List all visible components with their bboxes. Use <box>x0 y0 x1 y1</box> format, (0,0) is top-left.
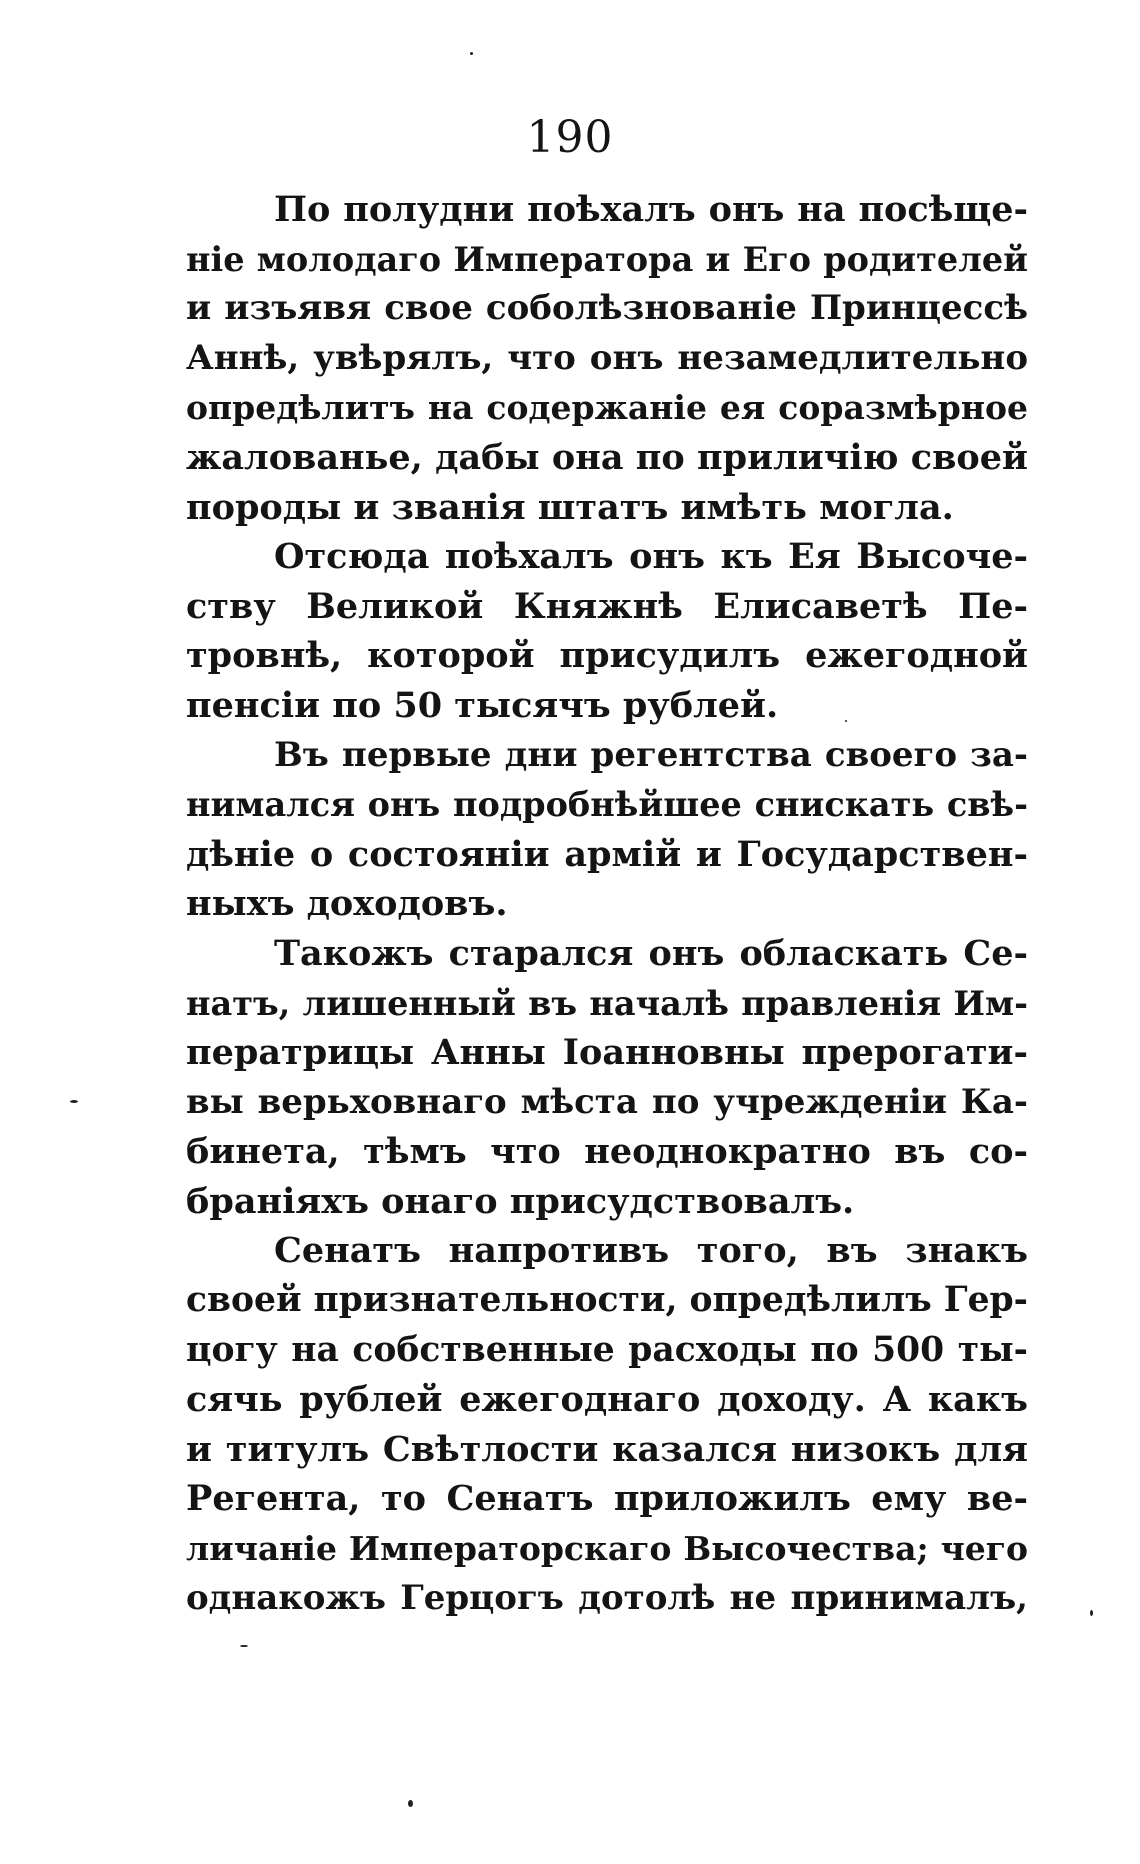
text-line: однакожъ Герцогъ дотолѣ не принималъ, <box>186 1577 1028 1618</box>
text-line: породы и званія штатъ имѣть могла. <box>186 486 954 528</box>
text-line: браніяхъ онаго присудствовалъ. <box>186 1180 855 1222</box>
text-line: личаніе Императорскаго Высочества; чего <box>186 1529 1028 1569</box>
text-line: Аннѣ, увѣрялъ, что онъ незамедлительно <box>186 337 1028 378</box>
text-line: Въ первые дни регентства своего за- <box>274 734 1028 775</box>
text-line: вы верьховнаго мѣста по учрежденіи Ка- <box>186 1081 1028 1122</box>
paragraph <box>186 731 1028 929</box>
scan-speck <box>408 1800 413 1807</box>
scan-speck <box>1090 1610 1093 1616</box>
scan-speck <box>845 720 847 722</box>
text-line: и титулъ Свѣтлости казался низокъ для <box>186 1428 1028 1470</box>
body-text <box>186 185 1028 1623</box>
text-line: натъ, лишенный въ началѣ правленія Им- <box>186 983 1028 1023</box>
text-line: Такожъ старался онъ обласкать Се- <box>274 932 1028 974</box>
paragraph <box>186 929 1028 1227</box>
text-line: своей признательности, опредѣлилъ Гер- <box>186 1280 1028 1321</box>
text-line: Сенатъ напротивъ того, въ знакъ <box>274 1230 1028 1272</box>
paragraph <box>186 532 1028 730</box>
text-line: Отсюда поѣхалъ онъ къ Ея Высоче- <box>274 536 1028 578</box>
paragraph <box>186 185 1028 532</box>
text-line: жалованье, дабы она по приличію своей <box>186 436 1028 478</box>
text-line: ныхъ доходовъ. <box>186 883 508 925</box>
text-line: опредѣлитъ на содержаніе ея соразмѣрное <box>186 388 1028 428</box>
text-line: дѣніе о состояніи армій и Государствен- <box>186 833 1028 875</box>
text-line: Регента, то Сенатъ приложилъ ему ве- <box>186 1478 1028 1520</box>
text-line: ператрицы Анны Іоанновны прерогати- <box>186 1032 1028 1074</box>
text-line: ству Великой Княжнѣ Елисаветѣ Пе- <box>186 585 1028 627</box>
paragraph <box>186 1226 1028 1623</box>
text-line: По полудни поѣхалъ онъ на посѣще- <box>274 189 1028 230</box>
text-line: тровнѣ, которой присудилъ ежегодной <box>186 635 1028 677</box>
text-line: сячь рублей ежегоднаго доходу. А какъ <box>186 1379 1028 1421</box>
text-line: и изъявя свое соболѣзнованіе Принцессѣ <box>186 288 1028 329</box>
page-number: 190 <box>526 112 614 163</box>
text-line: цогу на собственные расходы по 500 ты- <box>186 1329 1028 1370</box>
scan-speck <box>240 1645 248 1647</box>
text-line: нимался онъ подробнѣйшее снискать свѣ- <box>186 785 1028 825</box>
scan-speck <box>470 52 473 55</box>
text-line: ніе молодаго Императора и Его родителей <box>186 239 1028 279</box>
scan-speck <box>70 1100 78 1103</box>
text-line: бинета, тѣмъ что неоднократно въ со- <box>186 1131 1028 1173</box>
text-line: пенсіи по 50 тысячъ рублей. <box>186 684 779 726</box>
